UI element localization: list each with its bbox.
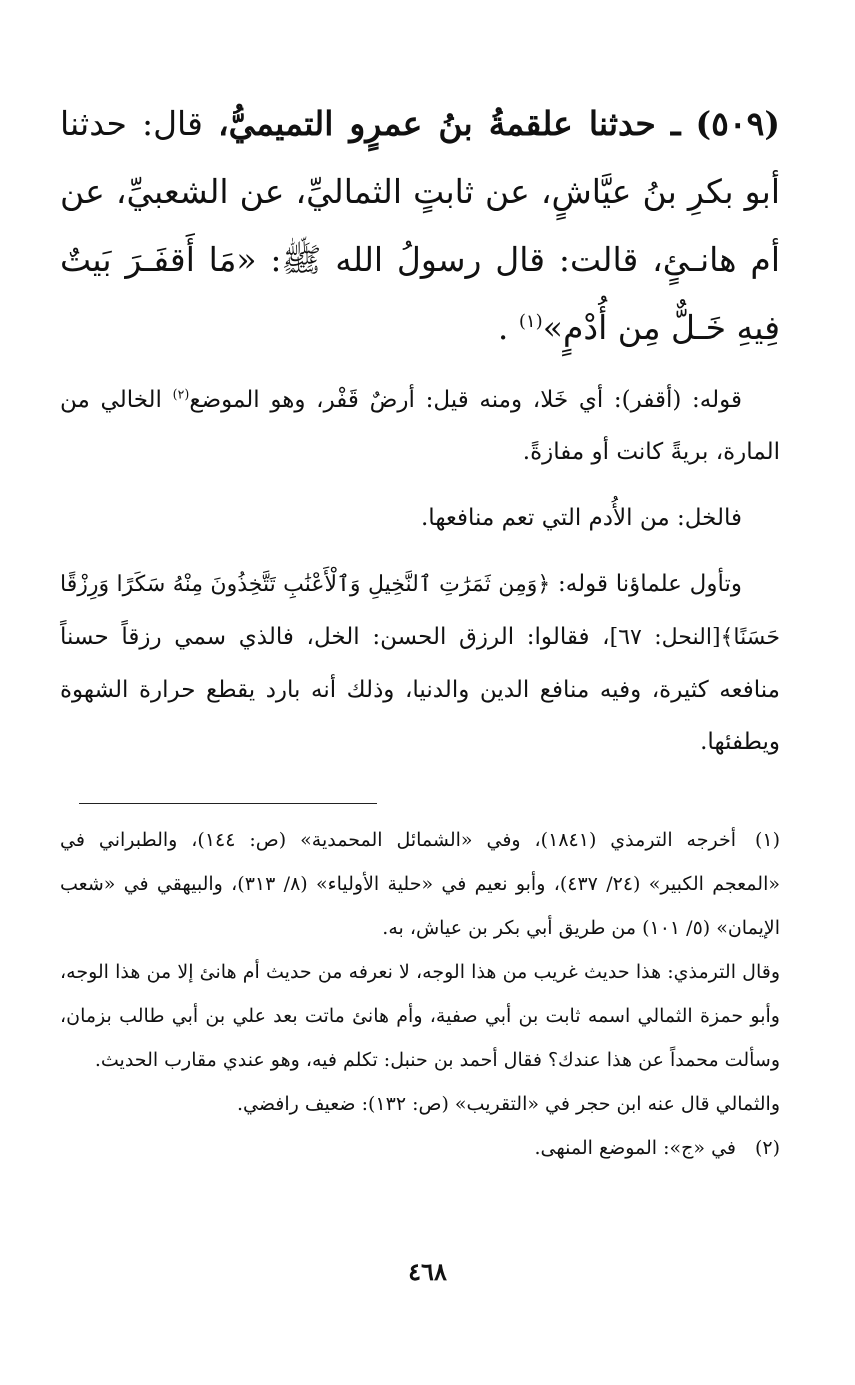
footnote-2: [60, 1126, 780, 1170]
main-text: [60, 90, 780, 768]
footnote-2-text: في «ج»: الموضع المنهى.: [534, 1137, 736, 1159]
quran-verse: ﴿وَمِن ثَمَرَٰتِ ٱلنَّخِيلِ وَٱلْأَعْنَٰبِ تَتَّخِذُونَ مِنْهُ سَكَرًا وَرِزْقًا حَسَنًا﴾: [60, 572, 780, 650]
hadith-number: (٥٠٩): [695, 104, 780, 143]
commentary-paragraph-2: فالخل: من الأُدم التي تعم منافعها.: [421, 505, 742, 531]
commentary-block: [60, 374, 780, 768]
footnote-ref-2[interactable]: (٢): [172, 386, 190, 402]
commentary-text-1b: الخالي من المارة، بريةً كانت أو مفازةً.: [60, 387, 780, 465]
hadith-isnad: حدثنا علقمةُ بنُ عمرٍو التميميُّ،: [217, 104, 656, 143]
quran-reference: [النحل: ٦٧]: [609, 625, 721, 650]
commentary-text-3b: ، فقالوا: الرزق الحسن: الخل، فالذي سمي رزقاً حسناً منافعه كثيرة، وفيه منافع الدين والدنيا، وذلك أنه بارد يقطع حرارة الشهوة ويطفئها.: [60, 624, 780, 755]
hadith-text: قال: حدثنا أبو بكرِ بنُ عيَّاشٍ، عن ثابتٍ الثماليِّ، عن الشعبيِّ، عن أم هانـئٍ، قالت: قال رسولُ الله ﷺ: «مَا أَقفَـرَ بَيتٌ فِيهِ خَـلٌّ مِن أُدْمٍ»: [60, 104, 780, 347]
footnote-1-paragraph-3: والثمالي قال عنه ابن حجر في «التقريب» (ص: ١٣٢): ضعيف رافضي.: [236, 1093, 780, 1115]
footnote-2-label: (٢): [754, 1137, 780, 1159]
page-number: ٤٦٨: [408, 1257, 447, 1286]
commentary-paragraph-1: [60, 374, 780, 478]
hadith-dash: ـ: [670, 104, 681, 143]
hadith-paragraph: [60, 90, 780, 362]
footnote-1: [60, 818, 780, 950]
footnote-1-text: أخرجه الترمذي (١٨٤١)، وفي «الشمائل المحمدية» (ص: ١٤٤)، والطبراني في «المعجم الكبير» (٢٤/ ٤٣٧)، وأبو نعيم في «حلية الأولياء» (٨/ ٣١٣)، والبيهقي في «شعب الإيمان» (٥/ ١٠١) من طريق أبي بكر بن عياش، به.: [60, 829, 780, 939]
footnote-1-paragraph-2: وقال الترمذي: هذا حديث غريب من هذا الوجه، لا نعرفه من حديث أم هانئ إلا من هذا الوجه، وأبو حمزة الثمالي اسمه ثابت بن أبي صفية، وأم هانئ ماتت بعد علي بن أبي طالب بزمان، وسألت محمداً عن هذا عندك؟ فقال أحمد بن حنبل: تكلم فيه، وهو عندي مقارب الحديث.: [60, 961, 780, 1071]
hadith-block: [60, 90, 780, 362]
footnotes: [60, 818, 780, 1170]
footnote-ref-1[interactable]: (١): [518, 311, 543, 332]
hadith-end: .: [497, 308, 509, 347]
footnote-1-label: (١): [754, 829, 780, 851]
footnote-separator: [79, 803, 377, 804]
commentary-text-1: قوله: (أقفر): أي خَلا، ومنه قيل: أرضٌ قَفْر، وهو الموضع: [189, 387, 742, 413]
commentary-text-3: وتأول علماؤنا قوله:: [558, 571, 742, 597]
commentary-paragraph-3: [60, 558, 780, 768]
